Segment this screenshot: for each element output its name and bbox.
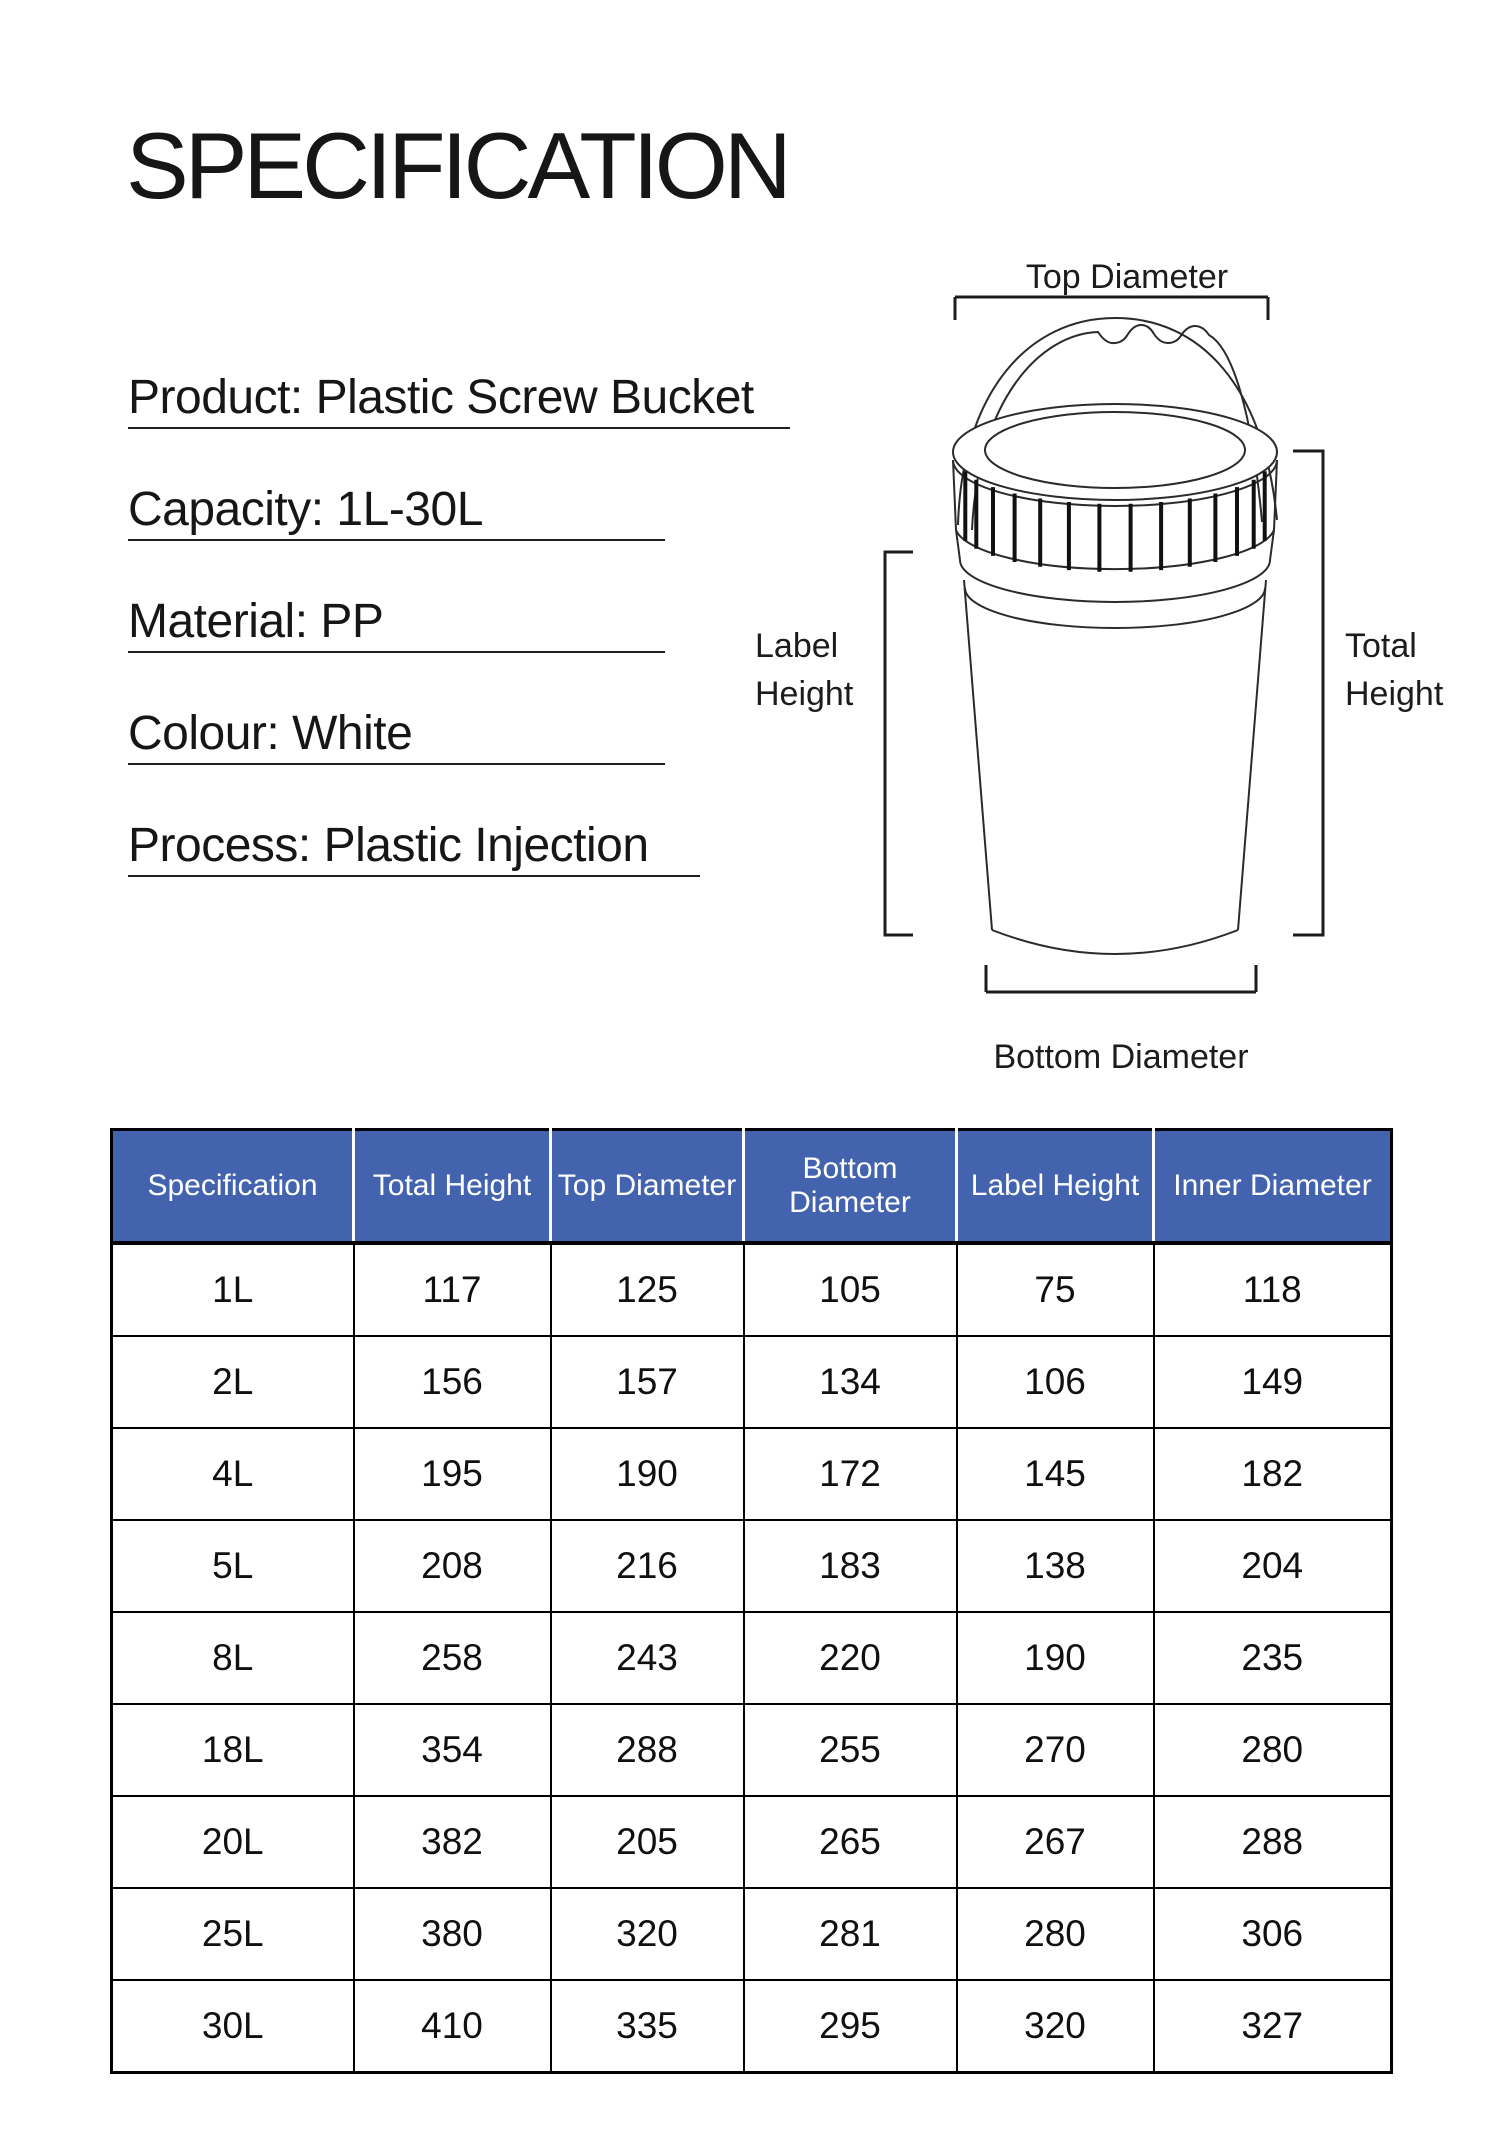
bucket-lid (953, 404, 1277, 602)
dimension-value-cell: 281 (744, 1888, 957, 1980)
specification-table (110, 1128, 1393, 2074)
dimension-value-cell: 205 (551, 1796, 744, 1888)
dimension-value-cell: 125 (551, 1243, 744, 1336)
table-header-row (112, 1130, 1392, 1244)
dimension-value-cell: 354 (354, 1704, 551, 1796)
dimension-value-cell: 117 (354, 1243, 551, 1336)
dimension-value-cell: 195 (354, 1428, 551, 1520)
dimension-value-cell: 320 (551, 1888, 744, 1980)
dimension-value-cell: 280 (957, 1888, 1154, 1980)
dimension-value-cell: 208 (354, 1520, 551, 1612)
table-row (112, 1888, 1392, 1980)
header-inner-diameter: Inner Diameter (1154, 1130, 1392, 1244)
spec-size-cell: 25L (112, 1888, 354, 1980)
info-line-product: Product: Plastic Screw Bucket (128, 370, 790, 429)
table-row (112, 1796, 1392, 1888)
info-line-colour: Colour: White (128, 706, 665, 765)
dimension-value-cell: 190 (551, 1428, 744, 1520)
dimension-value-cell: 149 (1154, 1336, 1392, 1428)
page-title: SPECIFICATION (126, 113, 788, 218)
dimension-value-cell: 288 (1154, 1796, 1392, 1888)
spec-size-cell: 18L (112, 1704, 354, 1796)
total-height-text-2: Height (1345, 675, 1444, 713)
header-total-height: Total Height (354, 1130, 551, 1244)
dimension-value-cell: 105 (744, 1243, 957, 1336)
bucket-body (964, 580, 1266, 954)
dimension-value-cell: 190 (957, 1612, 1154, 1704)
top-diameter-bracket (955, 297, 1268, 320)
dimension-value-cell: 156 (354, 1336, 551, 1428)
dimension-value-cell: 382 (354, 1796, 551, 1888)
spec-size-cell: 20L (112, 1796, 354, 1888)
dimension-value-cell: 106 (957, 1336, 1154, 1428)
total-height-bracket (1293, 451, 1323, 935)
info-line-material: Material: PP (128, 594, 665, 653)
dimension-value-cell: 138 (957, 1520, 1154, 1612)
header-specification: Specification (112, 1130, 354, 1244)
dimension-value-cell: 335 (551, 1980, 744, 2073)
dimension-value-cell: 410 (354, 1980, 551, 2073)
table-row (112, 1704, 1392, 1796)
dimension-value-cell: 145 (957, 1428, 1154, 1520)
bottom-diameter-bracket (986, 965, 1256, 992)
table-row (112, 1428, 1392, 1520)
header-bottom-diameter: Bottom Diameter (744, 1130, 957, 1244)
bottom-diameter-label: Bottom Diameter (993, 1038, 1249, 1076)
bucket-dimension-diagram (700, 230, 1460, 1160)
table-row (112, 1520, 1392, 1612)
dimension-value-cell: 182 (1154, 1428, 1392, 1520)
info-line-process: Process: Plastic Injection (128, 818, 700, 877)
dimension-value-cell: 75 (957, 1243, 1154, 1336)
dimension-value-cell: 235 (1154, 1612, 1392, 1704)
dimension-value-cell: 267 (957, 1796, 1154, 1888)
spec-size-cell: 4L (112, 1428, 354, 1520)
dimension-value-cell: 216 (551, 1520, 744, 1612)
dimension-value-cell: 134 (744, 1336, 957, 1428)
header-label-height: Label Height (957, 1130, 1154, 1244)
spec-size-cell: 30L (112, 1980, 354, 2073)
top-diameter-label: Top Diameter (1025, 258, 1229, 296)
dimension-value-cell: 306 (1154, 1888, 1392, 1980)
label-height-text-1: Label (755, 627, 839, 665)
dimension-value-cell: 157 (551, 1336, 744, 1428)
header-top-diameter: Top Diameter (551, 1130, 744, 1244)
dimension-value-cell: 118 (1154, 1243, 1392, 1336)
spec-size-cell: 2L (112, 1336, 354, 1428)
table-row (112, 1612, 1392, 1704)
dimension-value-cell: 172 (744, 1428, 957, 1520)
dimension-value-cell: 243 (551, 1612, 744, 1704)
table-row (112, 1243, 1392, 1336)
table-row (112, 1336, 1392, 1428)
dimension-value-cell: 183 (744, 1520, 957, 1612)
dimension-value-cell: 265 (744, 1796, 957, 1888)
spec-size-cell: 1L (112, 1243, 354, 1336)
dimension-value-cell: 280 (1154, 1704, 1392, 1796)
info-line-capacity: Capacity: 1L-30L (128, 482, 665, 541)
dimension-value-cell: 320 (957, 1980, 1154, 2073)
dimension-value-cell: 204 (1154, 1520, 1392, 1612)
dimension-value-cell: 288 (551, 1704, 744, 1796)
label-height-bracket (885, 552, 913, 935)
spec-size-cell: 5L (112, 1520, 354, 1612)
dimension-value-cell: 220 (744, 1612, 957, 1704)
total-height-text-1: Total (1345, 627, 1417, 665)
dimension-value-cell: 258 (354, 1612, 551, 1704)
spec-size-cell: 8L (112, 1612, 354, 1704)
dimension-value-cell: 380 (354, 1888, 551, 1980)
table-body (112, 1243, 1392, 2073)
dimension-value-cell: 270 (957, 1704, 1154, 1796)
table-row (112, 1980, 1392, 2073)
label-height-text-2: Height (755, 675, 854, 713)
dimension-value-cell: 295 (744, 1980, 957, 2073)
dimension-value-cell: 255 (744, 1704, 957, 1796)
dimension-value-cell: 327 (1154, 1980, 1392, 2073)
